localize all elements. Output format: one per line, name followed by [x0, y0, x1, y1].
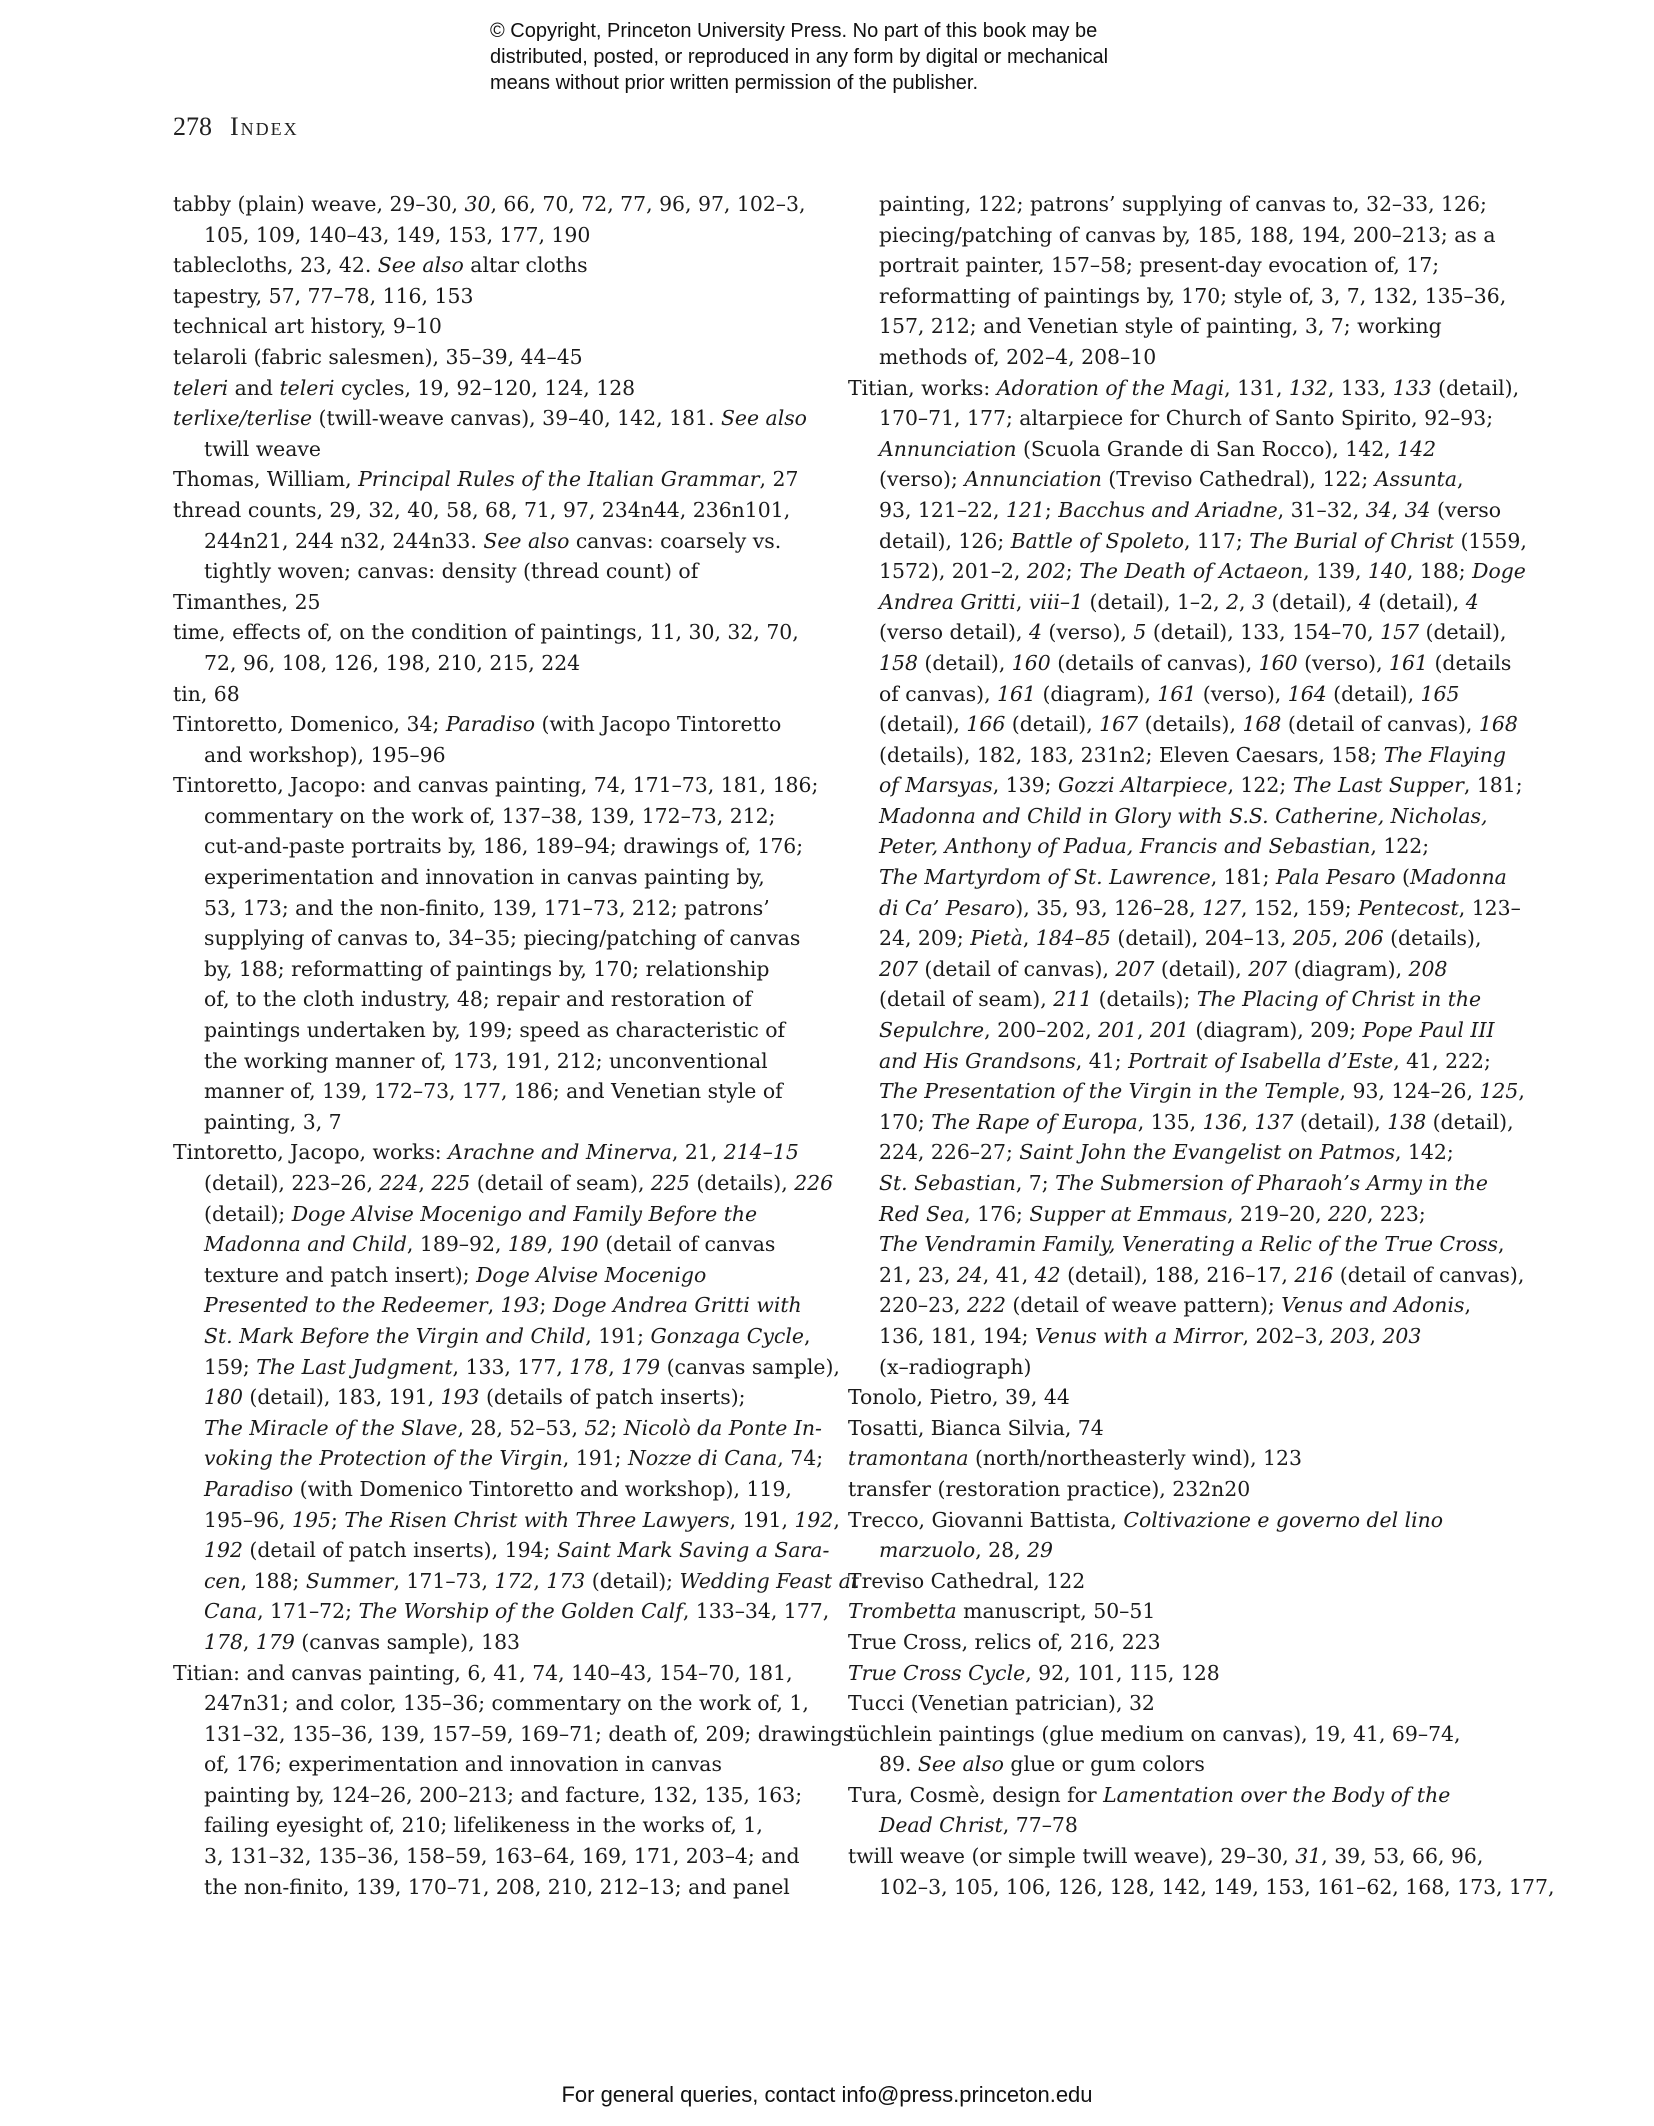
index-entry	[173, 770, 819, 1137]
index-line: (details), 182, 183, 231n2; Eleven Caesars, 158; The Flaying	[879, 742, 1506, 767]
index-line: Tonolo, Pietro, 39, 44	[848, 1385, 1070, 1410]
index-entry	[848, 1688, 1488, 1719]
index-line: Annunciation (Scuola Grande di San Rocco), 142, 142	[879, 436, 1437, 461]
index-line: Tucci (Venetian patrician), 32	[848, 1691, 1155, 1716]
index-line: painting by, 124–26, 200–213; and facture, 132, 135, 163;	[204, 1782, 803, 1807]
index-line: Cana, 171–72; The Worship of the Golden Calf, 133–34, 177,	[204, 1599, 830, 1624]
index-line: thread counts, 29, 32, 40, 58, 68, 71, 97, 234n44, 236n101,	[173, 497, 791, 522]
index-line: the working manner of, 173, 191, 212; unconventional	[204, 1048, 768, 1073]
index-entry	[173, 250, 813, 281]
index-line: 102–3, 105, 106, 126, 128, 142, 149, 153, 161–62, 168, 173, 177,	[879, 1874, 1555, 1899]
index-line: 3, 131–32, 135–36, 158–59, 163–64, 169, 171, 203–4; and	[204, 1844, 800, 1869]
index-line: 170; The Rape of Europa, 135, 136, 137 (detail), 138 (detail),	[879, 1109, 1514, 1134]
index-entry	[173, 281, 813, 312]
index-entry	[848, 1627, 1488, 1658]
index-line: painting, 122; patrons’ supplying of canvas to, 32–33, 126;	[879, 192, 1487, 216]
index-line: di Ca’ Pesaro), 35, 93, 126–28, 127, 152, 159; Pentecost, 123–	[879, 895, 1521, 920]
index-entry	[173, 709, 813, 770]
running-head	[173, 112, 299, 142]
index-line: tin, 68	[173, 681, 240, 706]
index-line: 24, 209; Pietà, 184–85 (detail), 204–13, 205, 206 (details),	[879, 926, 1482, 951]
index-line: technical art history, 9–10	[173, 314, 442, 339]
index-line: marzuolo, 28, 29	[879, 1538, 1054, 1563]
index-line: (detail of seam), 211 (details); The Placing of Christ in the	[879, 987, 1482, 1012]
index-line: (detail); Doge Alvise Mocenigo and Family Before the	[204, 1201, 758, 1226]
index-line: reformatting of paintings by, 170; style of, 3, 7, 132, 135–36,	[879, 283, 1507, 308]
index-line: time, effects of, on the condition of paintings, 11, 30, 32, 70,	[173, 620, 799, 645]
index-entry	[173, 1137, 859, 1657]
index-line: The Vendramin Family, Venerating a Relic of the True Cross,	[879, 1232, 1505, 1257]
copyright-line: means without prior written permission of the publisher.	[490, 72, 979, 94]
copyright-line: © Copyright, Princeton University Press. No part of this book may be	[490, 20, 1098, 42]
index-entry	[848, 1719, 1488, 1780]
index-line: Tintoretto, Jacopo, works: Arachne and Minerva, 21, 214–15	[173, 1140, 799, 1165]
index-line: paintings undertaken by, 199; speed as characteristic of	[204, 1018, 786, 1043]
index-line: Andrea Gritti, viii–1 (detail), 1–2, 2, 3 (detail), 4 (detail), 4	[879, 589, 1479, 614]
index-line: of, 176; experimentation and innovation in canvas	[204, 1752, 722, 1777]
index-entry	[848, 1413, 1488, 1444]
index-line: (detail), 166 (detail), 167 (details), 168 (detail of canvas), 168	[879, 712, 1518, 737]
index-line: tablecloths, 23, 42. See also altar cloths	[173, 253, 588, 278]
index-line: by, 188; reformatting of paintings by, 170; relationship	[204, 956, 770, 981]
index-line: 158 (detail), 160 (details of canvas), 160 (verso), 161 (details	[879, 650, 1512, 675]
index-entry	[173, 464, 813, 495]
index-line: Tintoretto, Domenico, 34; Paradiso (with Jacopo Tintoretto	[173, 712, 782, 737]
index-line: The Martyrdom of St. Lawrence, 181; Pala Pesaro (Madonna	[879, 865, 1507, 890]
index-entry	[173, 1658, 854, 1903]
index-entry	[173, 587, 813, 618]
index-entry	[848, 1443, 1488, 1474]
index-line: Tura, Cosmè, design for Lamentation over the Body of the	[848, 1782, 1451, 1807]
index-line: terlixe/terlise (twill-weave canvas), 39–40, 142, 181. See also	[173, 406, 807, 431]
index-line: Trecco, Giovanni Battista, Coltivazione e governo del lino	[848, 1507, 1444, 1532]
running-head-title: Index	[230, 112, 299, 141]
index-line: 178, 179 (canvas sample), 183	[204, 1629, 521, 1654]
index-line: Presented to the Redeemer, 193; Doge Andrea Gritti with	[204, 1293, 802, 1318]
index-line: tightly woven; canvas: density (thread count) of	[204, 559, 699, 584]
index-line: (verso detail), 4 (verso), 5 (detail), 133, 154–70, 157 (detail),	[879, 620, 1507, 645]
index-line: transfer (restoration practice), 232n20	[848, 1476, 1251, 1501]
index-line: Thomas, William, Principal Rules of the Italian Grammar, 27	[173, 467, 799, 492]
index-line: St. Sebastian, 7; The Submersion of Pharaoh’s Army in the	[879, 1171, 1488, 1195]
index-line: Paradiso (with Domenico Tintoretto and workshop), 119,	[204, 1476, 792, 1501]
index-line: manner of, 139, 172–73, 177, 186; and Venetian style of	[204, 1079, 783, 1104]
index-column-left	[173, 189, 859, 1902]
index-line: of Marsyas, 139; Gozzi Altarpiece, 122; The Last Supper, 181;	[879, 773, 1523, 798]
index-line: 21, 23, 24, 41, 42 (detail), 188, 216–17, 216 (detail of canvas),	[879, 1262, 1525, 1287]
index-line: tramontana (north/northeasterly wind), 123	[848, 1446, 1302, 1471]
index-entry	[173, 495, 813, 587]
index-line: 131–32, 135–36, 139, 157–59, 169–71; death of, 209; drawings	[204, 1721, 854, 1746]
index-entry	[173, 311, 813, 342]
index-line: Madonna and Child in Glory with S.S. Catherine, Nicholas,	[879, 803, 1488, 828]
index-line: Red Sea, 176; Supper at Emmaus, 219–20, 220, 223;	[879, 1201, 1426, 1226]
index-entry	[848, 1474, 1488, 1505]
index-line: supplying of canvas to, 34–35; piecing/patching of canvas	[204, 926, 801, 951]
index-entry	[173, 617, 813, 678]
index-line: The Miracle of the Slave, 28, 52–53, 52; Nicolò da Ponte In-	[204, 1415, 822, 1440]
index-line: Tintoretto, Jacopo: and canvas painting, 74, 171–73, 181, 186;	[173, 773, 819, 798]
index-line: painting, 3, 7	[204, 1109, 342, 1134]
index-line: (verso); Annunciation (Treviso Cathedral), 122; Assunta,	[879, 467, 1464, 492]
index-line: portrait painter, 157–58; present-day evocation of, 17;	[879, 253, 1440, 278]
index-entry	[848, 1505, 1488, 1566]
index-line: 220–23, 222 (detail of weave pattern); Venus and Adonis,	[879, 1293, 1471, 1318]
index-line: 136, 181, 194; Venus with a Mirror, 202–3, 203, 203	[879, 1323, 1422, 1348]
index-line: methods of, 202–4, 208–10	[879, 344, 1157, 369]
index-line: 105, 109, 140–43, 149, 153, 177, 190	[204, 222, 591, 247]
index-line: Treviso Cathedral, 122	[848, 1568, 1086, 1593]
index-line: Titian, works: Adoration of the Magi, 131, 132, 133, 133 (detail),	[848, 375, 1520, 400]
index-line: 180 (detail), 183, 191, 193 (details of patch inserts);	[204, 1385, 746, 1410]
index-entry	[173, 373, 813, 404]
index-line: detail), 126; Battle of Spoleto, 117; The Burial of Christ (1559,	[879, 528, 1527, 553]
index-line: tüchlein paintings (glue medium on canvas), 19, 41, 69–74,	[848, 1721, 1461, 1746]
index-line: 72, 96, 108, 126, 198, 210, 215, 224	[204, 650, 581, 675]
index-line: (detail), 223–26, 224, 225 (detail of seam), 225 (details), 226	[204, 1171, 834, 1195]
footer-contact: For general queries, contact info@press.princeton.edu	[561, 2082, 1093, 2107]
index-line: Tosatti, Bianca Silvia, 74	[848, 1415, 1104, 1440]
index-column-right	[848, 189, 1555, 1902]
index-entry	[848, 1780, 1488, 1841]
index-line: twill weave	[204, 436, 321, 461]
index-entry	[848, 1841, 1555, 1902]
index-line: and workshop), 195–96	[204, 742, 446, 767]
index-line: experimentation and innovation in canvas painting by,	[204, 865, 765, 890]
index-line: Trombetta manuscript, 50–51	[848, 1599, 1156, 1624]
index-line: 53, 173; and the non-finito, 139, 171–73, 212; patrons’	[204, 895, 770, 920]
index-line: 157, 212; and Venetian style of painting, 3, 7; working	[879, 314, 1442, 339]
index-line: texture and patch insert); Doge Alvise Mocenigo	[204, 1262, 707, 1287]
index-entry	[173, 403, 813, 464]
copyright-notice	[490, 18, 1210, 96]
index-entry	[848, 1382, 1488, 1413]
index-line: commentary on the work of, 137–38, 139, 172–73, 212;	[204, 803, 776, 828]
index-line: Timanthes, 25	[173, 589, 321, 614]
index-line: the non-finito, 139, 170–71, 208, 210, 212–13; and panel	[204, 1874, 790, 1899]
page-number: 278	[173, 112, 212, 141]
index-entry	[848, 373, 1527, 1383]
index-line: True Cross Cycle, 92, 101, 115, 128	[848, 1660, 1220, 1685]
index-line: telaroli (fabric salesmen), 35–39, 44–45	[173, 344, 583, 369]
index-line: 93, 121–22, 121; Bacchus and Ariadne, 31–32, 34, 34 (verso	[879, 497, 1502, 522]
index-entry	[173, 679, 813, 710]
index-line: St. Mark Before the Virgin and Child, 191; Gonzaga Cycle,	[204, 1323, 811, 1348]
index-line: Madonna and Child, 189–92, 189, 190 (detail of canvas	[204, 1232, 776, 1257]
index-line: cut-and-paste portraits by, 186, 189–94; drawings of, 176;	[204, 834, 804, 859]
index-line: Sepulchre, 200–202, 201, 201 (diagram), 209; Pope Paul III	[879, 1018, 1495, 1043]
index-line: 207 (detail of canvas), 207 (detail), 207 (diagram), 208	[879, 956, 1448, 981]
index-line: 1572), 201–2, 202; The Death of Actaeon, 139, 140, 188; Doge	[879, 559, 1526, 584]
index-line: 159; The Last Judgment, 133, 177, 178, 179 (canvas sample),	[204, 1354, 840, 1379]
index-line: 244n21, 244 n32, 244n33. See also canvas: coarsely vs.	[204, 528, 782, 553]
index-line: and His Grandsons, 41; Portrait of Isabella d’Este, 41, 222;	[879, 1048, 1491, 1073]
index-entry	[848, 1658, 1488, 1689]
index-line: failing eyesight of, 210; lifelikeness in the works of, 1,	[204, 1813, 763, 1838]
index-entry	[848, 1596, 1488, 1627]
index-line: 170–71, 177; altarpiece for Church of Santo Spirito, 92–93;	[879, 406, 1494, 431]
index-line: 247n31; and color, 135–36; commentary on the work of, 1,	[204, 1691, 809, 1716]
index-line: teleri and teleri cycles, 19, 92–120, 124, 128	[173, 375, 636, 400]
index-line: 195–96, 195; The Risen Christ with Three Lawyers, 191, 192,	[204, 1507, 840, 1532]
index-line: of, to the cloth industry, 48; repair and restoration of	[204, 987, 752, 1012]
index-line: True Cross, relics of, 216, 223	[848, 1629, 1161, 1654]
copyright-line: distributed, posted, or reproduced in any form by digital or mechanical	[490, 46, 1109, 68]
index-line: of canvas), 161 (diagram), 161 (verso), 164 (detail), 165	[879, 681, 1460, 706]
index-line: (x–radiograph)	[879, 1354, 1032, 1379]
index-entry	[848, 189, 1507, 373]
index-entry	[173, 342, 813, 373]
index-line: tapestry, 57, 77–78, 116, 153	[173, 283, 474, 308]
index-line: twill weave (or simple twill weave), 29–30, 31, 39, 53, 66, 96,	[848, 1844, 1484, 1869]
index-line: cen, 188; Summer, 171–73, 172, 173 (detail); Wedding Feast at	[204, 1568, 859, 1593]
index-line: Dead Christ, 77–78	[879, 1813, 1078, 1838]
index-line: 192 (detail of patch inserts), 194; Saint Mark Saving a Sara-	[204, 1538, 830, 1563]
index-line: piecing/patching of canvas by, 185, 188, 194, 200–213; as a	[879, 222, 1496, 247]
index-entry	[848, 1566, 1488, 1597]
index-line: Titian: and canvas painting, 6, 41, 74, 140–43, 154–70, 181,	[173, 1660, 793, 1685]
index-line: 89. See also glue or gum colors	[879, 1752, 1205, 1777]
index-line: Peter, Anthony of Padua, Francis and Sebastian, 122;	[879, 834, 1430, 859]
index-line: tabby (plain) weave, 29–30, 30, 66, 70, 72, 77, 96, 97, 102–3,	[173, 192, 806, 216]
index-line: 224, 226–27; Saint John the Evangelist on Patmos, 142;	[879, 1140, 1454, 1165]
index-entry	[173, 189, 813, 250]
index-line: The Presentation of the Virgin in the Temple, 93, 124–26, 125,	[879, 1079, 1525, 1104]
index-line: voking the Protection of the Virgin, 191; Nozze di Cana, 74;	[204, 1446, 824, 1471]
